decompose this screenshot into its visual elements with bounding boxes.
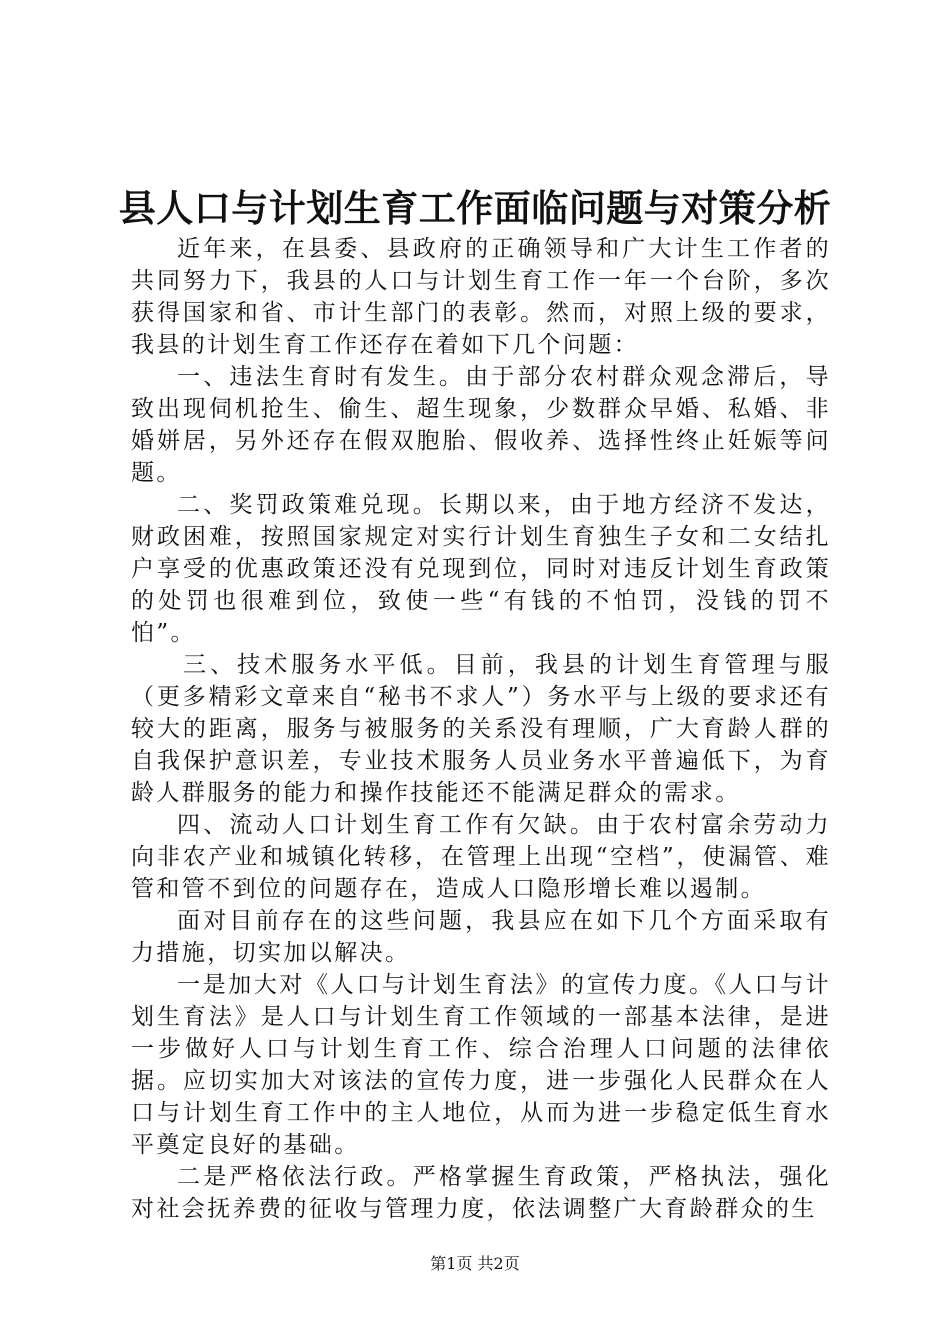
paragraph-problem-2: 二、奖罚政策难兑现。长期以来，由于地方经济不发达，财政困难，按照国家规定对实行计划生育独生子女和二女结扎户享受的优惠政策还没有兑现到位，同时对违反计划生育政策的处罚也很难到位，致使一些“有钱的不怕罚，没钱的罚不怕”。	[131, 492, 831, 646]
page-footer: 第1页 共2页	[430, 1254, 520, 1273]
document-title: 县人口与计划生育工作面临问题与对策分析	[118, 186, 832, 230]
paragraph-transition: 面对目前存在的这些问题，我县应在如下几个方面采取有力措施，切实加以解决。	[131, 908, 831, 966]
paragraph-intro: 近年来，在县委、县政府的正确领导和广大计生工作者的共同努力下，我县的人口与计划生育工作一年一个台阶，多次获得国家和省、市计生部门的表彰。然而，对照上级的要求，我县的计划生育工作还存在着如下几个问题：	[131, 236, 831, 358]
paragraph-measure-2: 二是严格依法行政。严格掌握生育政策，严格执法，强化对社会抚养费的征收与管理力度，依法调整广大育龄群众的生	[131, 1164, 831, 1222]
paragraph-measure-1: 一是加大对《人口与计划生育法》的宣传力度。《人口与计划生育法》是人口与计划生育工作领域的一部基本法律，是进一步做好人口与计划生育工作、综合治理人口问题的法律依据。应切实加大对该法的宣传力度，进一步强化人民群众在人口与计划生育工作中的主人地位，从而为进一步稳定低生育水平奠定良好的基础。	[131, 972, 831, 1158]
document-body	[131, 233, 831, 1225]
paragraph-problem-3: 三、技术服务水平低。目前，我县的计划生育管理与服（更多精彩文章来自“秘书不求人”）务水平与上级的要求还有较大的距离，服务与被服务的关系没有理顺，广大育龄人群的自我保护意识差，专业技术服务人员业务水平普遍低下，为育龄人群服务的能力和操作技能还不能满足群众的需求。	[131, 652, 831, 806]
paragraph-problem-4: 四、流动人口计划生育工作有欠缺。由于农村富余劳动力向非农产业和城镇化转移，在管理上出现“空档”，使漏管、难管和管不到位的问题存在，造成人口隐形增长难以遏制。	[131, 812, 831, 902]
paragraph-problem-1: 一、违法生育时有发生。由于部分农村群众观念滞后，导致出现伺机抢生、偷生、超生现象，少数群众早婚、私婚、非婚姘居，另外还存在假双胞胎、假收养、选择性终止妊娠等问题。	[131, 364, 831, 486]
